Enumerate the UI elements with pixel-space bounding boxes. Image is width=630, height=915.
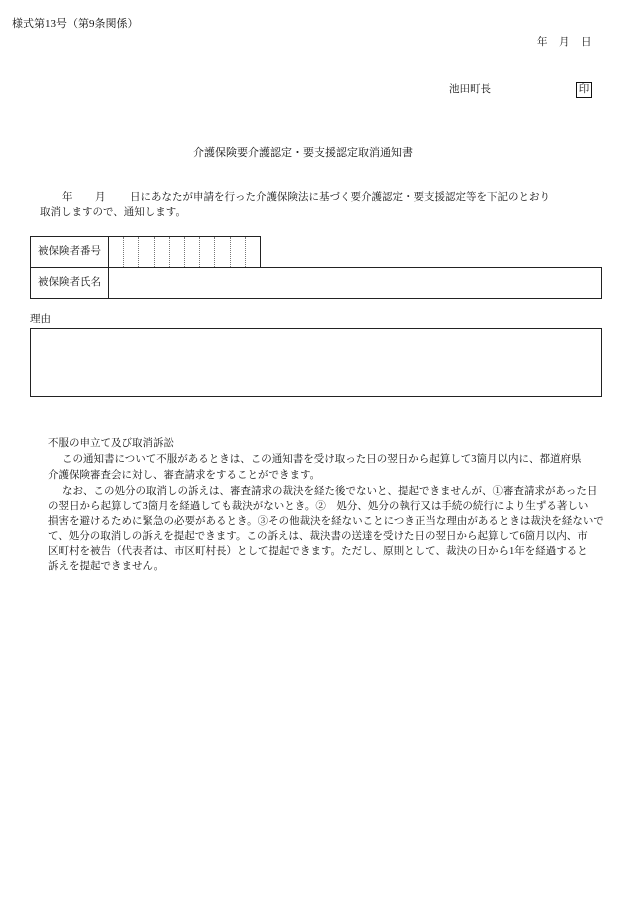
digit-cell xyxy=(170,237,185,267)
form-number: 様式第13号（第9条関係） xyxy=(12,18,139,30)
appeal-para1-line: この通知書について不服があるときは、この通知書を受け取った日の翌日から起算して3箇月以内に、都道府県 xyxy=(62,454,582,465)
insured-name-label-cell xyxy=(30,267,109,299)
insured-number-label: 被保険者番号 xyxy=(38,246,101,257)
reason-box xyxy=(30,328,602,397)
date-day-label: 日 xyxy=(581,37,592,48)
intro-text-line1: 日にあなたが申請を行った介護保険法に基づく要介護認定・要支援認定等を下記のとおり xyxy=(130,192,550,203)
insured-number-digit-cells xyxy=(108,236,261,268)
appeal-para2-line: 区町村を被告（代表者は、市区町村長）として提起できます。ただし、原則として、裁決の日から1年を経過すると xyxy=(48,546,588,557)
digit-cell xyxy=(139,237,154,267)
digit-cell xyxy=(231,237,246,267)
digit-cell xyxy=(246,237,260,267)
appeal-para1-line: 介護保険審査会に対し、審査請求をすることができます。 xyxy=(48,470,321,481)
date-month-label: 月 xyxy=(559,37,570,48)
intro-month-label: 月 xyxy=(95,192,106,203)
appeal-para2-line: の翌日から起算して3箇月を経過しても裁決がないとき。② 処分、処分の執行又は手続の続行により生ずる著しい xyxy=(48,501,589,512)
digit-cell xyxy=(109,237,124,267)
reason-label: 理由 xyxy=(30,314,51,325)
appeal-para2-line: 損害を避けるために緊急の必要があるとき。③その他裁決を経ないことにつき正当な理由があるときは裁決を経ないで xyxy=(48,516,604,527)
insured-number-label-cell xyxy=(30,236,109,268)
date-year-label: 年 xyxy=(537,37,548,48)
appeal-para2-line: 訴えを提起できません。 xyxy=(48,561,165,572)
appeal-heading: 不服の申立て及び取消訴訟 xyxy=(48,438,174,449)
issuer-name: 池田町長 xyxy=(449,84,491,95)
digit-cell xyxy=(124,237,139,267)
digit-cell xyxy=(215,237,230,267)
digit-cell xyxy=(155,237,170,267)
document-title: 介護保険要介護認定・要支援認定取消通知書 xyxy=(193,147,413,159)
intro-text-line2: 取消しますので、通知します。 xyxy=(40,207,186,218)
intro-year-label: 年 xyxy=(62,192,73,203)
digit-cell xyxy=(185,237,200,267)
appeal-para2-line: て、処分の取消しの訴えを提起できます。この訴えは、裁決書の送達を受けた日の翌日から起算して6箇月以内、市 xyxy=(48,531,588,542)
appeal-para2-line: なお、この処分の取消しの訴えは、審査請求の裁決を経た後でないと、提起できませんが、①審査請求があった日 xyxy=(62,486,598,497)
insured-name-value-cell xyxy=(108,267,602,299)
insured-name-label: 被保険者氏名 xyxy=(38,277,101,288)
digit-cell xyxy=(200,237,215,267)
seal-stamp-box: 印 xyxy=(576,82,592,98)
